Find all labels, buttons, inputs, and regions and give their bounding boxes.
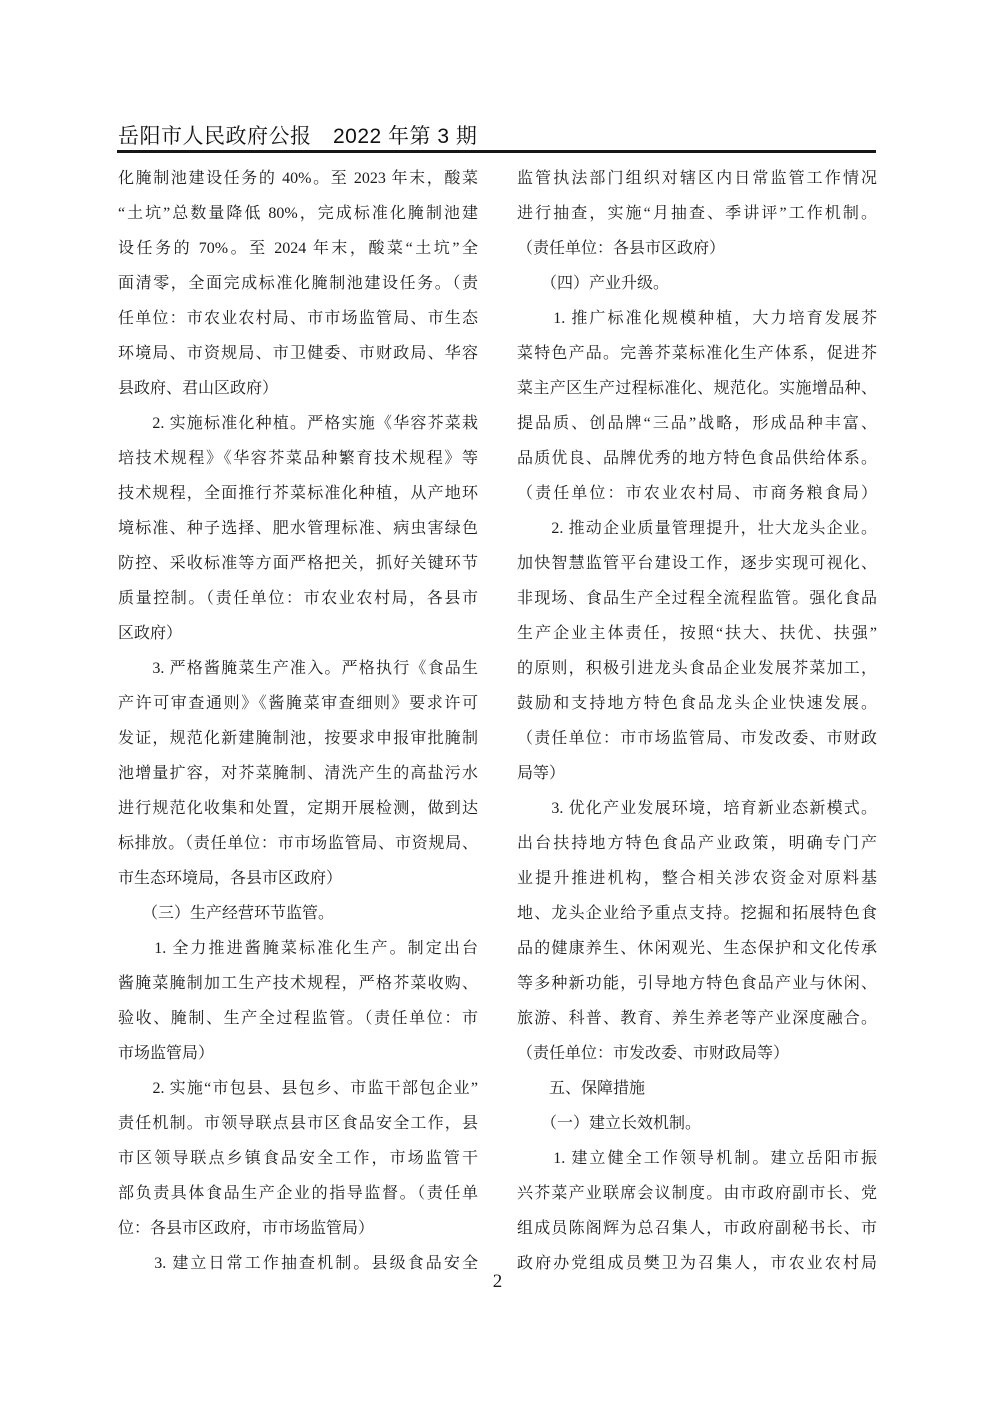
text-line: 防控、采收标准等方面严格把关，抓好关键环节	[118, 555, 478, 572]
text-line: （责任单位：市发改委、市财政局等）	[517, 1045, 790, 1062]
text-line: 3. 优化产业发展环境，培育新业态新模式。	[517, 800, 877, 817]
text-line: 标排放。（责任单位：市市场监管局、市资规局、	[118, 835, 478, 852]
text-line: 酱腌菜腌制加工生产技术规程，严格芥菜收购、	[118, 975, 478, 992]
text-line: 区政府）	[118, 625, 183, 642]
text-line: 兴芥菜产业联席会议制度。由市政府副市长、党	[517, 1185, 877, 1202]
text-line: 提品质、创品牌“三品”战略，形成品种丰富、	[517, 415, 877, 432]
text-line: 任单位：市农业农村局、市市场监管局、市生态	[118, 310, 478, 327]
text-line: 2. 推动企业质量管理提升，壮大龙头企业。	[517, 520, 877, 537]
text-line: 2. 实施标准化种植。严格实施《华容芥菜栽	[118, 415, 478, 432]
text-line: 品的健康养生、休闲观光、生态保护和文化传承	[517, 940, 877, 957]
text-line: 进行抽查，实施“月抽查、季讲评”工作机制。	[517, 205, 877, 222]
text-line: 局等）	[517, 765, 566, 782]
text-line: 旅游、科普、教育、养生养老等产业深度融合。	[517, 1010, 877, 1027]
header-rule	[117, 150, 876, 153]
text-line: 非现场、食品生产全过程全流程监管。强化食品	[517, 590, 877, 607]
text-line: “土坑”总数量降低 80%，完成标准化腌制池建	[118, 205, 478, 222]
text-line: （责任单位：市农业农村局、市商务粮食局）	[517, 485, 877, 502]
text-line: 加快智慧监管平台建设工作，逐步实现可视化、	[517, 555, 877, 572]
text-line: 境标准、种子选择、肥水管理标准、病虫害绿色	[118, 520, 478, 537]
text-line: 1. 建立健全工作领导机制。建立岳阳市振	[517, 1150, 877, 1167]
text-line: 3. 建立日常工作抽查机制。县级食品安全	[118, 1255, 478, 1272]
text-line: 的原则，积极引进龙头食品企业发展芥菜加工，	[517, 660, 877, 677]
text-line: 3. 严格酱腌菜生产准入。严格执行《食品生	[118, 660, 478, 677]
text-line: （责任单位：市市场监管局、市发改委、市财政	[517, 730, 877, 747]
text-line: 培技术规程》《华容芥菜品种繁育技术规程》等	[118, 450, 478, 467]
text-line: 市区领导联点乡镇食品安全工作，市场监管干	[118, 1150, 478, 1167]
text-line: 质量控制。（责任单位：市农业农村局，各县市	[118, 590, 478, 607]
right-text-column	[517, 161, 877, 1281]
text-line: 出台扶持地方特色食品产业政策，明确专门产	[517, 835, 877, 852]
text-line: 监管执法部门组织对辖区内日常监管工作情况	[517, 170, 877, 187]
text-line: 鼓励和支持地方特色食品龙头企业快速发展。	[517, 695, 877, 712]
text-line: 面清零，全面完成标准化腌制池建设任务。（责	[118, 275, 478, 292]
section-heading-3: （三）生产经营环节监管。	[118, 905, 335, 922]
page-number: 2	[492, 1271, 503, 1292]
text-line: 责任机制。市领导联点县市区食品安全工作，县	[118, 1115, 478, 1132]
text-line: 生产企业主体责任，按照“扶大、扶优、扶强”	[517, 625, 877, 642]
text-line: 县政府、君山区政府）	[118, 380, 279, 397]
text-line: 政府办党组成员樊卫为召集人，市农业农村局	[517, 1255, 877, 1272]
text-line: 验收、腌制、生产全过程监管。（责任单位：市	[118, 1010, 478, 1027]
left-text-column	[118, 161, 478, 1281]
text-line: （责任单位：各县市区政府）	[517, 240, 726, 257]
text-line: 产许可审查通则》《酱腌菜审查细则》要求许可	[118, 695, 478, 712]
text-line: 发证，规范化新建腌制池，按要求申报审批腌制	[118, 730, 478, 747]
text-line: 地、龙头企业给予重点支持。挖掘和拓展特色食	[517, 905, 877, 922]
text-line: 菜主产区生产过程标准化、规范化。实施增品种、	[517, 380, 877, 397]
text-line: 进行规范化收集和处置，定期开展检测，做到达	[118, 800, 478, 817]
section-heading-5: 五、保障措施	[517, 1080, 646, 1097]
text-line: 技术规程，全面推行芥菜标准化种植，从产地环	[118, 485, 478, 502]
text-line: 市生态环境局，各县市区政府）	[118, 870, 343, 887]
page-header-title: 岳阳市人民政府公报 2022 年第 3 期	[118, 125, 478, 148]
text-line: 市场监管局）	[118, 1045, 215, 1062]
text-line: 业提升推进机构，整合相关涉农资金对原料基	[517, 870, 877, 887]
text-line: 等多种新功能，引导地方特色食品产业与休闲、	[517, 975, 877, 992]
text-line: 组成员陈阁辉为总召集人，市政府副秘书长、市	[517, 1220, 877, 1237]
text-line: 化腌制池建设任务的 40%。至 2023 年末，酸菜	[118, 170, 478, 187]
text-line: 菜特色产品。完善芥菜标准化生产体系，促进芥	[517, 345, 877, 362]
text-line: 1. 推广标准化规模种植，大力培育发展芥	[517, 310, 877, 327]
text-line: 部负责具体食品生产企业的指导监督。（责任单	[118, 1185, 478, 1202]
text-line: 位：各县市区政府，市市场监管局）	[118, 1220, 375, 1237]
text-line: 环境局、市资规局、市卫健委、市财政局、华容	[118, 345, 478, 362]
text-line: 品质优良、品牌优秀的地方特色食品供给体系。	[517, 450, 877, 467]
section-heading-5-1: （一）建立长效机制。	[517, 1115, 702, 1132]
text-line: 1. 全力推进酱腌菜标准化生产。制定出台	[118, 940, 478, 957]
text-line: 2. 实施“市包县、县包乡、市监干部包企业”	[118, 1080, 478, 1097]
text-line: 设任务的 70%。至 2024 年末，酸菜“土坑”全	[118, 240, 478, 257]
text-line: 池增量扩容，对芥菜腌制、清洗产生的高盐污水	[118, 765, 478, 782]
section-heading-4: （四）产业升级。	[517, 275, 670, 292]
